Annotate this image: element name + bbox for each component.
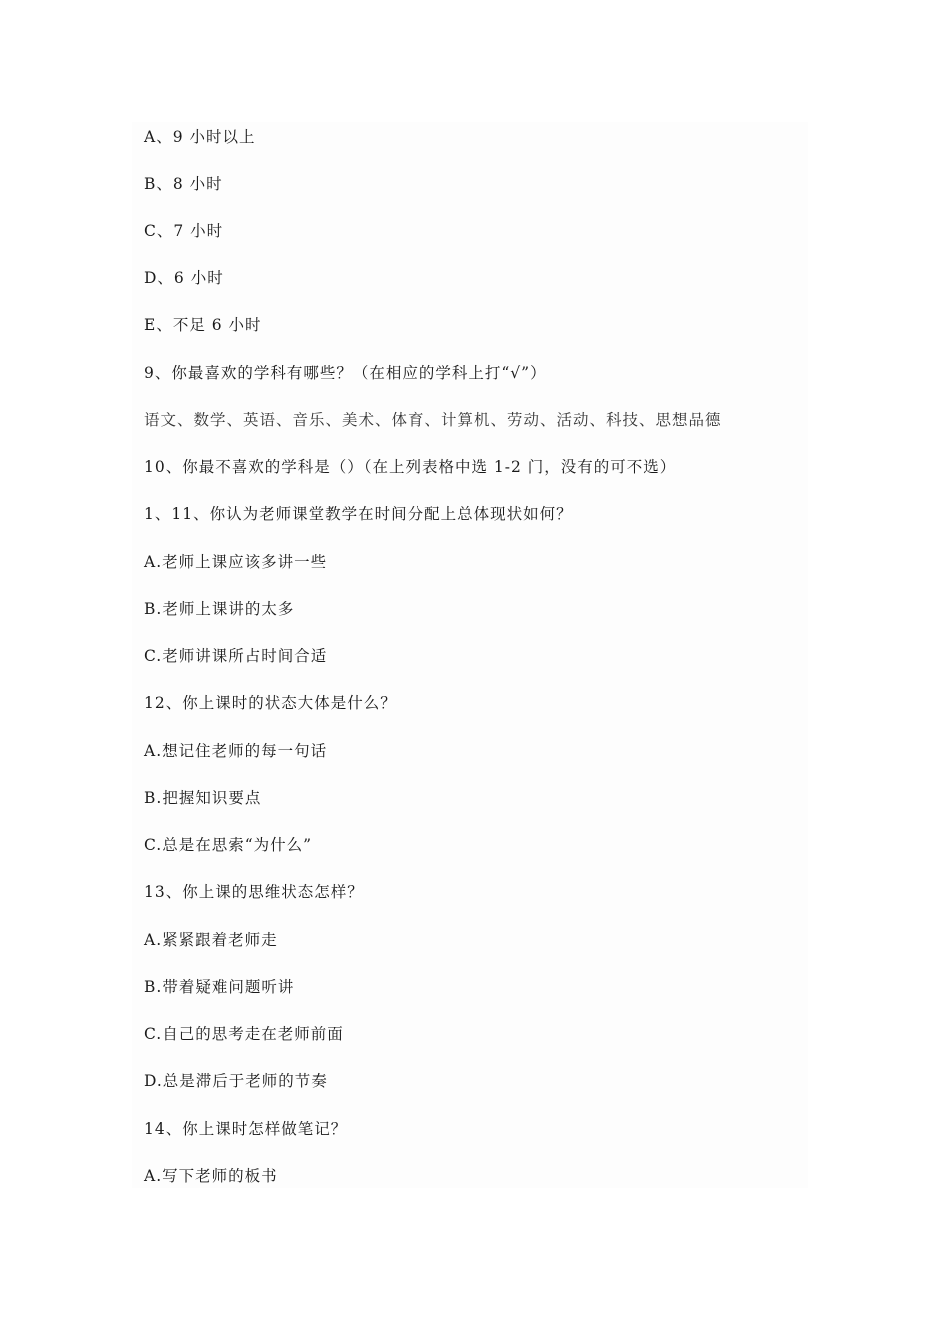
question-14: 14、你上课时怎样做笔记？ <box>144 1120 348 1138</box>
question-12-option-a: A.想记住老师的每一句话 <box>144 742 328 760</box>
question-13-option-c: C.自己的思考走在老师前面 <box>144 1025 344 1043</box>
question-9: 9、你最喜欢的学科有哪些？（在相应的学科上打“√”） <box>144 364 547 382</box>
subject-list: 语文、数学、英语、音乐、美术、体育、计算机、劳动、活动、科技、思想品德 <box>144 411 722 429</box>
option-a-9-hours: A、9 小时以上 <box>144 128 256 146</box>
option-d-6-hours: D、6 小时 <box>144 269 224 287</box>
question-13-option-b: B.带着疑难问题听讲 <box>144 978 295 996</box>
question-13: 13、你上课的思维状态怎样？ <box>144 883 364 901</box>
option-c-7-hours: C、7 小时 <box>144 222 224 240</box>
question-12-option-b: B.把握知识要点 <box>144 789 262 807</box>
question-11-option-c: C.老师讲课所占时间合适 <box>144 647 328 665</box>
question-10: 10、你最不喜欢的学科是（）（在上列表格中选 1-2 门，没有的可不选） <box>144 458 677 476</box>
option-b-8-hours: B、8 小时 <box>144 175 223 193</box>
question-14-option-a: A.写下老师的板书 <box>144 1167 278 1185</box>
question-13-option-d: D.总是滞后于老师的节奏 <box>144 1072 328 1090</box>
question-11-option-b: B.老师上课讲的太多 <box>144 600 295 618</box>
question-13-option-a: A.紧紧跟着老师走 <box>144 931 278 949</box>
question-11-option-a: A.老师上课应该多讲一些 <box>144 553 328 571</box>
option-e-under-6-hours: E、不足 6 小时 <box>144 316 262 334</box>
question-12: 12、你上课时的状态大体是什么？ <box>144 694 397 712</box>
question-12-option-c: C.总是在思索“为什么” <box>144 836 313 854</box>
question-11: 1、11、你认为老师课堂教学在时间分配上总体现状如何？ <box>144 505 573 523</box>
